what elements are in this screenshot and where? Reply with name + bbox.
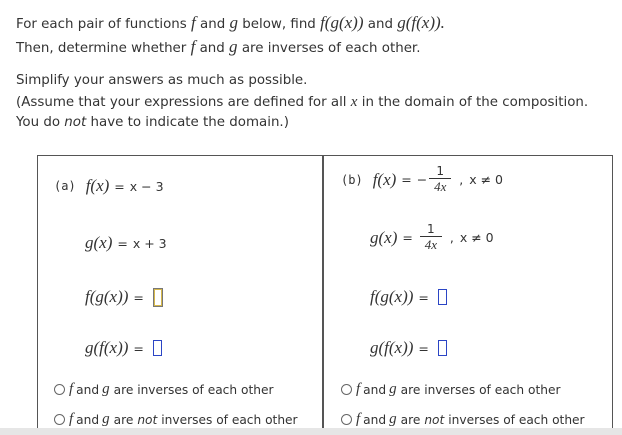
part-b-panel [323, 155, 613, 435]
part-a-gf-answer-input[interactable] [153, 340, 162, 356]
part-a-panel [37, 155, 323, 435]
instruction-line-3: Simplify your answers as much as possible. [16, 73, 308, 88]
part-a-gf-row: g(f(x)) = [85, 338, 162, 358]
part-b-f-fraction: $\frac{1}{4x}$ [429, 164, 451, 195]
part-a-option-not-inverses[interactable]: f and g are not inverses of each other [54, 411, 298, 428]
part-a-f-definition: (a) f(x) = x − 3 [54, 176, 164, 195]
instruction-line-2: Then, determine whether f and g are inverses of each other. [16, 37, 421, 56]
instruction-line-4: (Assume that your expressions are defined for all x in the domain of the composition. [16, 94, 589, 110]
instruction-line-5: You do not have to indicate the domain.) [16, 115, 289, 130]
part-b-gf-row: g(f(x)) = [370, 338, 447, 358]
part-b-option-not-inverses[interactable]: f and g are not inverses of each other [341, 411, 585, 428]
part-b-g-fraction: $\frac{1}{4x}$ [420, 222, 442, 253]
part-b-g-definition: g(x) = $\frac{1}{4x}$ , x ≠ 0 [370, 222, 494, 252]
part-a-radio-not-inverses[interactable] [54, 414, 65, 425]
part-a-option-inverses[interactable]: f and g are inverses of each other [54, 381, 273, 398]
part-b-radio-not-inverses[interactable] [341, 414, 352, 425]
part-a-g-definition: g(x) = x + 3 [85, 233, 167, 252]
part-b-f-definition: (b) f(x) = − $\frac{1}{4x}$ , x ≠ 0 [341, 164, 504, 194]
part-b-fg-row: f(g(x)) = [370, 287, 447, 307]
part-b-fg-answer-input[interactable] [438, 289, 447, 305]
part-a-radio-inverses[interactable] [54, 384, 65, 395]
part-b-option-inverses[interactable]: f and g are inverses of each other [341, 381, 560, 398]
part-a-fg-row: f(g(x)) = [85, 287, 163, 307]
part-b-radio-inverses[interactable] [341, 384, 352, 395]
horizontal-scrollbar[interactable] [0, 428, 622, 435]
part-a-fg-answer-input[interactable] [153, 288, 163, 307]
part-b-gf-answer-input[interactable] [438, 340, 447, 356]
instruction-line-1: For each pair of functions f and g below, find f(g(x)) and g(f(x)). [16, 13, 445, 32]
